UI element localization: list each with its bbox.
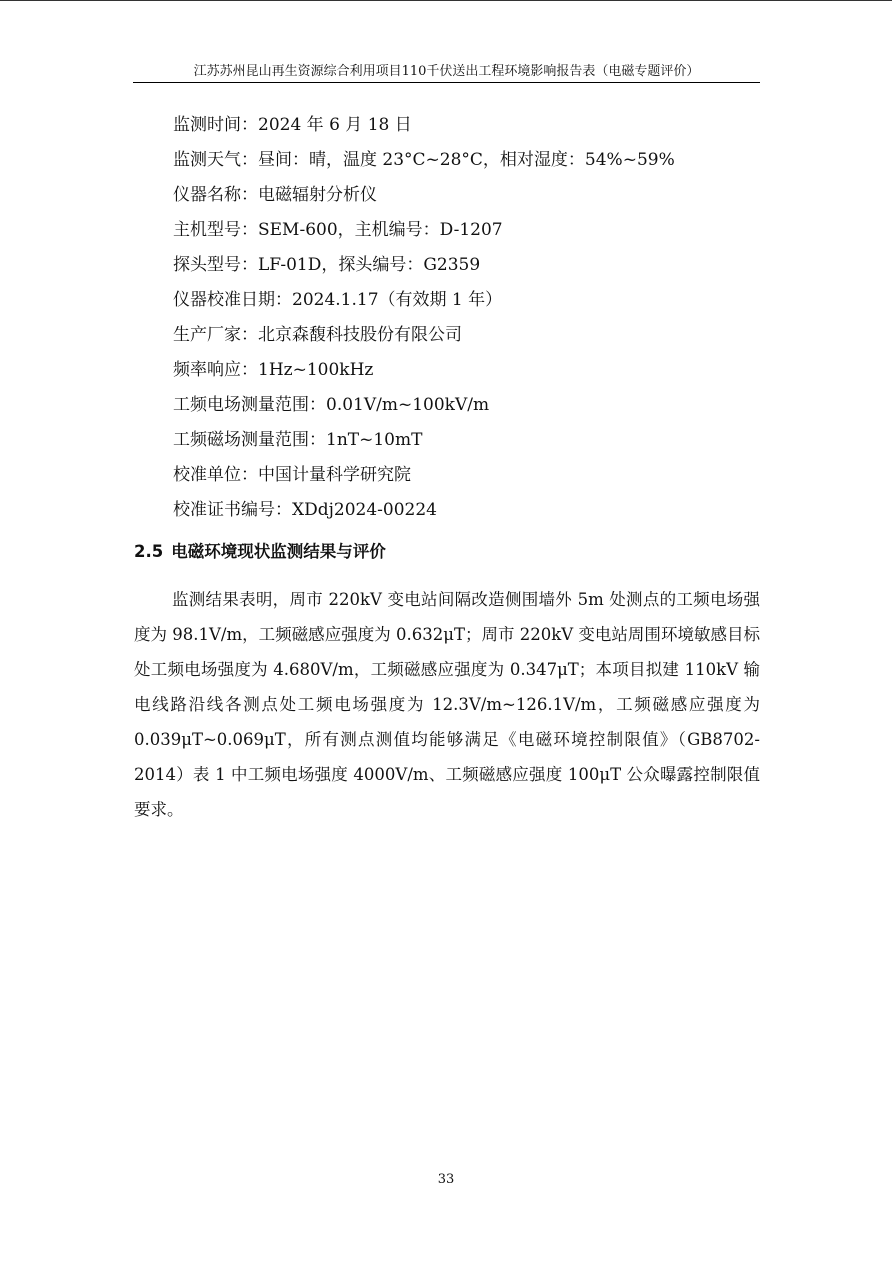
info-certificate-number: 校准证书编号：XDdj2024-00224 [173,500,437,520]
results-paragraph: 监测结果表明，周市 220kV 变电站间隔改造侧围墙外 5m 处测点的工频电场强度为 98.1V/m，工频磁感应强度为 0.632μT；周市 220kV 变电站周围环境敏感目标处工频电场强度为 4.680V/m，工频磁感应强度为 0.347μT；本项目拟建 110kV 输电线路沿线各测点处工频电场强度为 12.3V/m~126.1V/m，工频磁感应强度为 0.039μT~0.069μT，所有测点测值均能够满足《电磁环境控制限值》（GB8702-2014）表 1 中工频电场强度 4000V/m、工频磁感应强度 100μT 公众曝露控制限值要求。 [134,590,760,819]
section-number: 2.5 [134,542,164,561]
section-title: 电磁环境现状监测结果与评价 [171,542,386,561]
running-header: 江苏苏州昆山再生资源综合利用项目110千伏送出工程环境影响报告表（电磁专题评价） [193,64,700,79]
header-rule [133,82,760,83]
info-instrument-name: 仪器名称：电磁辐射分析仪 [173,185,377,205]
info-frequency-response: 频率响应：1Hz~100kHz [173,360,374,380]
info-host-model: 主机型号：SEM-600，主机编号：D-1207 [173,220,503,240]
info-magnetic-field-range: 工频磁场测量范围：1nT~10mT [173,430,423,450]
info-probe-model: 探头型号：LF-01D，探头编号：G2359 [173,255,481,275]
page-number: 33 [437,1172,455,1187]
info-electric-field-range: 工频电场测量范围：0.01V/m~100kV/m [173,395,490,415]
page-top-border [0,0,892,1]
monitoring-info-list [173,108,763,528]
info-monitoring-time: 监测时间：2024 年 6 月 18 日 [173,115,412,135]
info-monitoring-weather: 监测天气：昼间：晴，温度 23°C~28°C，相对湿度：54%~59% [173,150,675,170]
section-heading [134,537,386,567]
info-manufacturer: 生产厂家：北京森馥科技股份有限公司 [173,325,462,345]
info-calibration-date: 仪器校准日期：2024.1.17（有效期 1 年） [173,290,503,310]
info-calibration-unit: 校准单位：中国计量科学研究院 [173,465,411,485]
